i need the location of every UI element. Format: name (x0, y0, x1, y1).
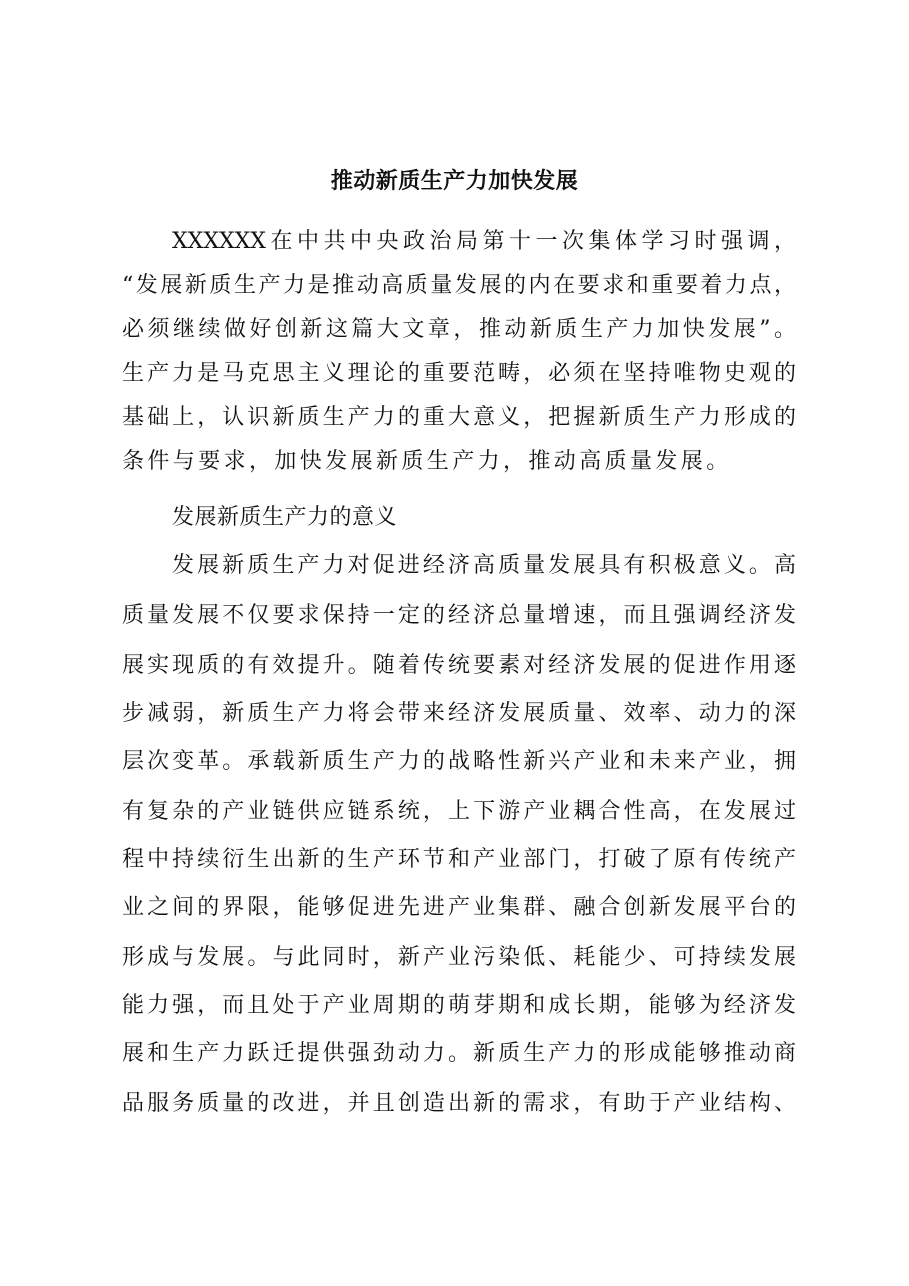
section-line: 层次变革。承载新质生产力的战略性新兴产业和未来产业，拥 (122, 749, 796, 774)
section-line: 品服务质量的改进，并且创造出新的需求，有助于产业结构、 (122, 1091, 796, 1116)
section-line: 质量发展不仅要求保持一定的经济总量增速，而且强调经济发 (122, 603, 796, 628)
intro-line: 条件与要求，加快发展新质生产力，推动高质量发展。 (122, 449, 732, 474)
section-line: 展实现质的有效提升。随着传统要素对经济发展的促进作用逐 (122, 653, 796, 678)
section-line: 有复杂的产业链供应链系统，上下游产业耦合性高，在发展过 (122, 799, 796, 824)
section-line: 形成与发展。与此同时，新产业污染低、耗能少、可持续发展 (122, 945, 796, 970)
section-line: 步减弱，新质生产力将会带来经济发展质量、效率、动力的深 (122, 701, 796, 726)
section-line: 程中持续衍生出新的生产环节和产业部门，打破了原有传统产 (122, 847, 796, 872)
intro-line: 必须继续做好创新这篇大文章，推动新质生产力加快发展”。 (122, 317, 796, 342)
section-line: 能力强，而且处于产业周期的萌芽期和成长期，能够为经济发 (122, 993, 796, 1018)
section-line: 业之间的界限，能够促进先进产业集群、融合创新发展平台的 (122, 895, 796, 920)
intro-line: XXXXXX在中共中央政治局第十一次集体学习时强调， (172, 229, 796, 254)
intro-line: 生产力是马克思主义理论的重要范畴，必须在坚持唯物史观的 (122, 361, 796, 386)
section-line: 发展新质生产力对促进经济高质量发展具有积极意义。高 (172, 553, 796, 578)
section-line: 展和生产力跃迁提供强劲动力。新质生产力的形成能够推动商 (122, 1041, 796, 1066)
intro-line: “发展新质生产力是推动高质量发展的内在要求和重要着力点， (122, 273, 796, 298)
intro-line: 基础上，认识新质生产力的重大意义，把握新质生产力形成的 (122, 405, 796, 430)
section-heading: 发展新质生产力的意义 (172, 505, 398, 530)
document-title: 推动新质生产力加快发展 (330, 169, 579, 194)
